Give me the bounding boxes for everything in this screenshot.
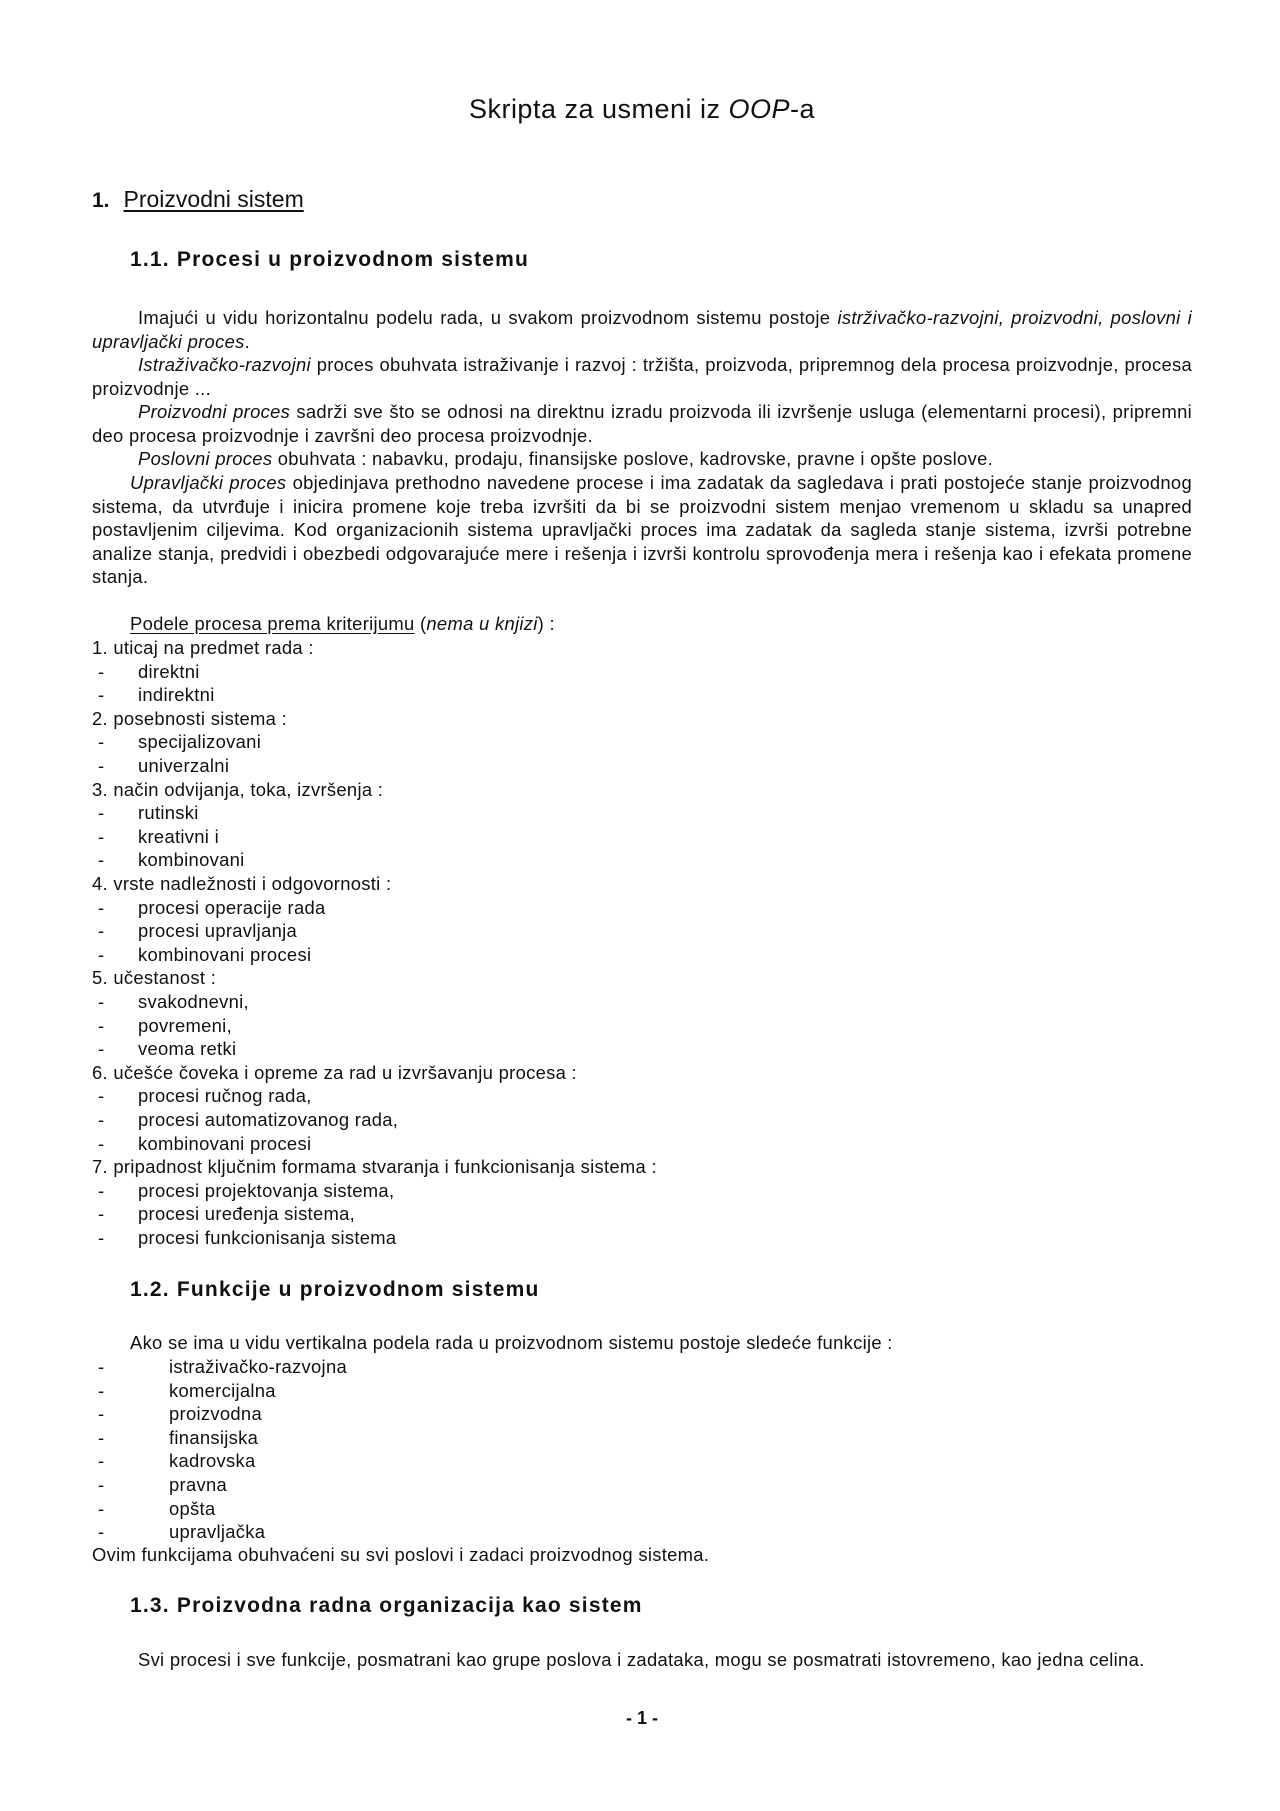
criteria-open: ( [414, 613, 427, 634]
criteria-line [130, 612, 555, 636]
function-item-text: kadrovska [169, 1450, 256, 1472]
list-item-text: procesi upravljanja [138, 920, 298, 942]
functions-intro: Ako se ima u vidu vertikalna podela rada u proizvodnom sistemu postoje sledeće funkcije : [130, 1332, 893, 1353]
list-item-text: kombinovani procesi [138, 943, 312, 965]
bullet-dash: - [98, 825, 105, 847]
list-item-text: specijalizovani [138, 731, 262, 753]
bullet-dash: - [98, 1450, 105, 1472]
list-item [92, 1226, 396, 1250]
paragraph-italic: Upravljački proces [130, 472, 287, 493]
criteria-underlined: Podele procesa prema kriterijumu [130, 613, 415, 634]
function-item-text: istraživačko-razvojna [169, 1356, 348, 1377]
function-item-text: komercijalna [169, 1379, 276, 1401]
bullet-dash: - [98, 660, 105, 682]
list-item [92, 990, 249, 1014]
bullet-dash: - [98, 1379, 105, 1401]
page-title [92, 94, 1192, 125]
list-heading: 4. vrste nadležnosti i odgovornosti : [92, 873, 392, 894]
list-item [92, 825, 219, 849]
list-item [92, 919, 297, 943]
bullet-dash: - [98, 1521, 105, 1543]
list-item-text: indirektni [138, 684, 215, 706]
list-item-text: procesi projektovanja sistema, [138, 1179, 395, 1201]
list-item [92, 1132, 311, 1156]
list-item-text: procesi ručnog rada, [138, 1085, 312, 1107]
list-item [92, 1108, 398, 1132]
bullet-dash: - [98, 731, 105, 753]
list-item-text: procesi operacije rada [138, 896, 326, 918]
criteria-close: ) : [537, 613, 555, 634]
paragraph-text: sadrži sve što se odnosi na direktnu izradu proizvoda ili izvršenje usluga (elementarni procesi), pripremni deo procesa proizvodnje i završni deo procesa proizvodnje. [92, 401, 1192, 446]
subsection-1-3-heading: 1.3. Proizvodna radna organizacija kao sistem [130, 1594, 643, 1617]
bullet-dash: - [98, 1356, 105, 1377]
list-item [92, 801, 199, 825]
paragraph-italic: Poslovni proces [138, 448, 273, 469]
function-item-text: finansijska [169, 1426, 259, 1448]
subsection-1-1-heading: 1.1. Procesi u proizvodnom sistemu [130, 248, 530, 271]
functions-closing: Ovim funkcijama obuhvaćeni su svi poslovi i zadaci proizvodnog sistema. [92, 1544, 710, 1565]
list-heading: 3. način odvijanja, toka, izvršenja : [92, 778, 384, 800]
bullet-dash: - [98, 1203, 105, 1225]
bullet-dash: - [98, 1497, 105, 1519]
criteria-italic: nema u knjizi [426, 613, 538, 634]
paragraph-italic: Istraživačko-razvojni [138, 354, 311, 375]
bullet-dash: - [98, 755, 105, 776]
section-number: 1. [92, 189, 110, 212]
bullet-dash: - [98, 1085, 105, 1107]
section-title: Proizvodni sistem [123, 186, 304, 212]
paragraph-celina [92, 1648, 1192, 1672]
paragraph-proizvodni [92, 400, 1192, 447]
title-text: Skripta za usmeni iz [468, 94, 729, 124]
list-item [92, 730, 261, 754]
bullet-dash: - [98, 920, 105, 942]
function-item-text: pravna [169, 1474, 228, 1495]
function-item [92, 1497, 216, 1521]
list-item [92, 896, 326, 920]
list-heading: 5. učestanost : [92, 967, 217, 989]
list-item [92, 754, 229, 778]
function-item [92, 1426, 258, 1450]
paragraph-italic: Proizvodni proces [138, 401, 291, 422]
bullet-dash: - [98, 1227, 105, 1248]
page-number: - 1 - [625, 1708, 658, 1728]
list-item [92, 1202, 355, 1226]
bullet-dash: - [98, 684, 105, 706]
list-heading: 6. učešće čoveka i opreme za rad u izvršavanju procesa : [92, 1061, 577, 1083]
paragraph-intro [92, 306, 1192, 353]
list-item [92, 683, 215, 707]
bullet-dash: - [98, 1132, 105, 1154]
list-item [92, 1084, 312, 1108]
paragraph-end: . [244, 330, 251, 352]
paragraph-poslovni [92, 447, 1192, 471]
paragraph-istrazivacki [92, 353, 1192, 400]
bullet-dash: - [98, 1109, 105, 1130]
function-item [92, 1449, 256, 1473]
bullet-dash: - [98, 1014, 105, 1036]
bullet-dash: - [98, 1038, 105, 1060]
list-item-text: procesi funkcionisanja sistema [138, 1227, 397, 1248]
paragraph-text: proces obuhvata istraživanje i razvoj : tržišta, proizvoda, pripremnog dela procesa proizvodnje, procesa proizvodnje ... [92, 354, 1192, 399]
title-suffix: -a [790, 94, 816, 124]
list-item [92, 943, 311, 967]
list-item-text: direktni [138, 660, 200, 682]
section-1-heading [92, 186, 304, 213]
bullet-dash: - [98, 991, 105, 1012]
function-item [92, 1520, 265, 1544]
bullet-dash: - [98, 943, 105, 965]
list-item [92, 1014, 232, 1038]
list-item [92, 848, 245, 872]
bullet-dash: - [98, 1403, 105, 1425]
bullet-dash: - [98, 802, 105, 824]
function-item [92, 1355, 347, 1379]
list-item-text: povremeni, [138, 1014, 232, 1036]
list-heading: 1. uticaj na predmet rada : [92, 637, 314, 658]
list-item-text: rutinski [138, 802, 199, 824]
list-item-text: veoma retki [138, 1038, 237, 1060]
subsection-1-2-heading: 1.2. Funkcije u proizvodnom sistemu [130, 1278, 540, 1301]
title-italic: OOP [728, 94, 791, 124]
list-item [92, 1179, 394, 1203]
function-item-text: proizvodna [169, 1403, 262, 1425]
list-item-text: procesi automatizovanog rada, [138, 1109, 399, 1130]
list-item [92, 1037, 236, 1061]
paragraph-text: Svi procesi i sve funkcije, posmatrani kao grupe poslova i zadataka, mogu se posmatrati istovremeno, kao jedna celina. [138, 1649, 1145, 1670]
paragraph-italic: istrživačko-razvojni, proizvodni, poslovni i upravljački proces [92, 307, 1193, 352]
bullet-dash: - [98, 849, 105, 871]
list-item-text: kreativni i [138, 825, 219, 847]
bullet-dash: - [98, 896, 105, 918]
paragraph-text: obuhvata : nabavku, prodaju, finansijske poslove, kadrovske, pravne i opšte poslove. [272, 448, 994, 469]
list-heading: 2. posebnosti sistema : [92, 707, 287, 729]
bullet-dash: - [98, 1179, 105, 1201]
function-item-text: upravljačka [169, 1521, 266, 1543]
list-heading: 7. pripadnost ključnim formama stvaranja i funkcionisanja sistema : [92, 1156, 657, 1178]
bullet-dash: - [98, 1474, 105, 1495]
list-item-text: univerzalni [138, 755, 230, 776]
list-item [92, 660, 200, 684]
paragraph-text: objedinjava prethodno navedene procese i ima zadatak da sagledava i prati postojeće stanje proizvodnog sistema, da utvrđuje i inicira promene koje treba izvršiti da bi se proizvodni sistem menjao vremenom u skladu sa unapred postavljenim ciljevima. Kod organizacionih sistema upravljački proces ima zadatak da sagleda stanje sistema, izvrši potrebne analize stanja, predvidi i obezbedi odgovarajuće mere i rešenja i izvrši kontrolu sprovođenja mera i rešenja kao i efekata promene stanja. [92, 472, 1192, 588]
list-item-text: svakodnevni, [138, 991, 249, 1012]
list-item-text: procesi uređenja sistema, [138, 1203, 356, 1225]
function-item [92, 1379, 276, 1403]
paragraph-upravljacki [92, 471, 1192, 589]
bullet-dash: - [98, 1426, 105, 1448]
list-item-text: kombinovani [138, 849, 245, 871]
function-item-text: opšta [169, 1497, 216, 1519]
list-item-text: kombinovani procesi [138, 1132, 312, 1154]
function-item [92, 1473, 227, 1497]
paragraph-text: Imajući u vidu horizontalnu podelu rada, u svakom proizvodnom sistemu postoje [138, 307, 838, 328]
function-item [92, 1402, 262, 1426]
